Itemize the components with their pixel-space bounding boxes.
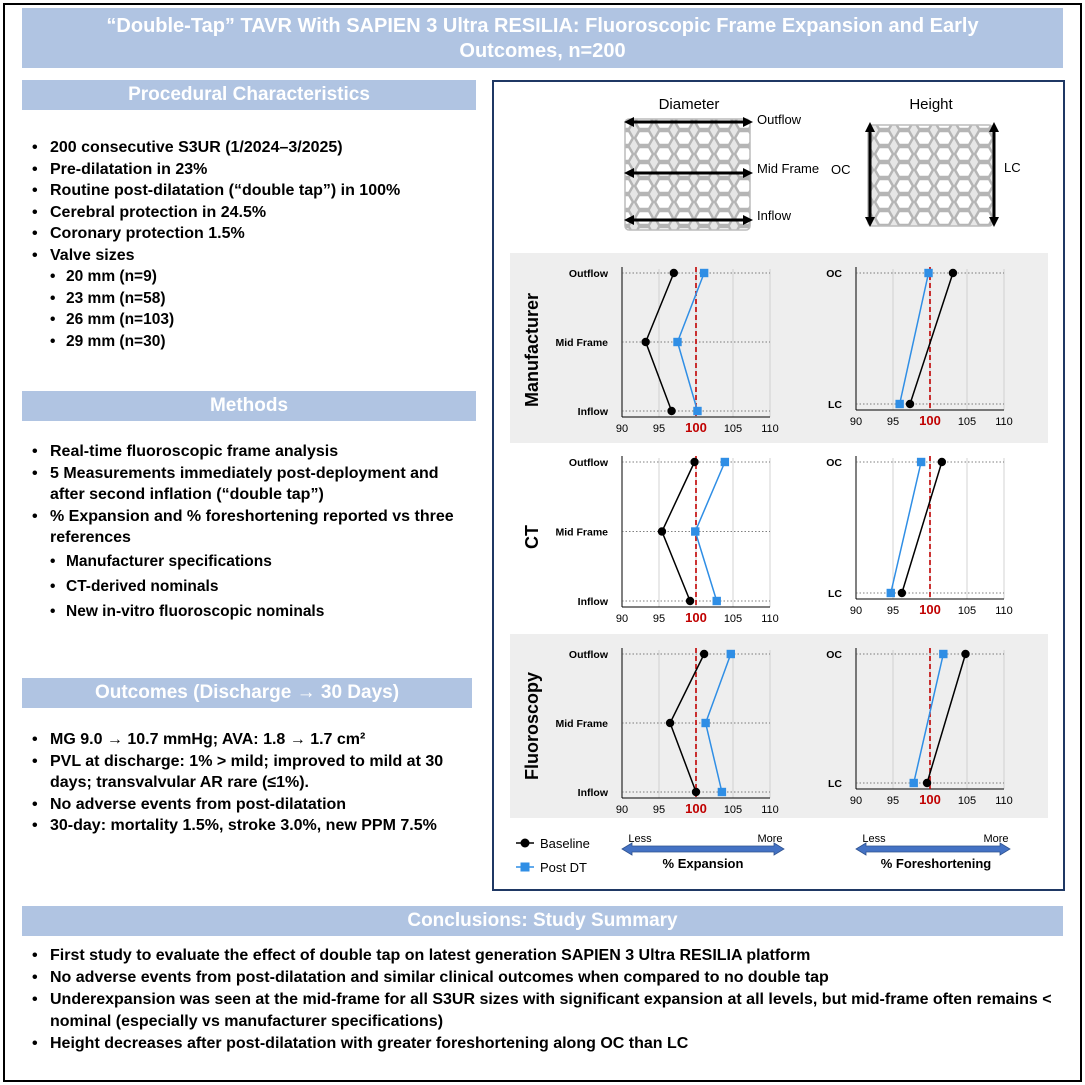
- list-item: • First study to evaluate the effect of double tap on latest generation SAPIEN 3 Ultra RESILIA platform: [28, 945, 1068, 967]
- chart-ct-expansion: [555, 456, 778, 625]
- category-label: LC: [828, 399, 842, 411]
- tick-label: 105: [723, 423, 743, 435]
- methods-header: Methods: [22, 391, 476, 421]
- post-dt-point: [939, 650, 947, 658]
- reference-tick-label: 100: [919, 413, 941, 428]
- list-item: • 30-day: mortality 1.5%, stroke 3.0%, new PPM 7.5%: [28, 815, 468, 837]
- post-dt-point: [895, 400, 903, 408]
- list-item: • Valve sizes: [28, 245, 478, 267]
- baseline-point: [938, 458, 946, 466]
- lc-label: LC: [1004, 160, 1021, 175]
- series-line-baseline: [902, 462, 942, 593]
- tick-label: 95: [886, 605, 900, 617]
- stent-frame-height: [868, 125, 993, 226]
- reference-tick-label: 100: [685, 610, 707, 625]
- post-dt-point: [700, 269, 708, 277]
- row-label-manufacturer: Manufacturer: [522, 292, 542, 408]
- baseline-point: [700, 650, 708, 658]
- category-label: Outflow: [568, 649, 608, 661]
- reference-item: • CT-derived nominals: [28, 574, 468, 599]
- series-line-post-dt: [891, 462, 921, 593]
- expansion-axis-label: % Expansion: [662, 856, 744, 871]
- baseline-point: [686, 597, 694, 605]
- list-item: • Coronary protection 1.5%: [28, 223, 478, 245]
- post-dt-point: [691, 527, 699, 535]
- diameter-diagram: [624, 96, 819, 230]
- category-label: Inflow: [577, 406, 608, 418]
- post-dt-point: [701, 719, 709, 727]
- baseline-point: [670, 269, 678, 277]
- mid-frame-label: Mid Frame: [757, 161, 820, 176]
- tick-label: 105: [723, 613, 743, 625]
- valve-size-item: • 23 mm (n=58): [28, 288, 478, 310]
- tick-label: 110: [995, 416, 1013, 428]
- tick-label: 95: [886, 795, 900, 807]
- category-label: Outflow: [568, 457, 608, 469]
- list-item: • Underexpansion was seen at the mid-frame for all S3UR sizes with significant expansion at all levels, but mid-frame often remains < nominal (especially vs manufacturer specifications): [28, 989, 1068, 1033]
- baseline-point: [949, 269, 957, 277]
- tick-label: 90: [849, 416, 863, 428]
- results-panel: [492, 80, 1065, 891]
- tick-label: 110: [761, 423, 779, 435]
- tick-label: 105: [957, 416, 977, 428]
- oc-label: OC: [831, 162, 851, 177]
- list-item: • PVL at discharge: 1% > mild; improved to mild at 30 days; transvalvular AR rare (≤1%).: [28, 751, 468, 794]
- tick-label: 95: [652, 613, 666, 625]
- reference-item: • New in-vitro fluoroscopic nominals: [28, 599, 468, 624]
- reference-tick-label: 100: [919, 792, 941, 807]
- expansion-more-label: More: [757, 833, 783, 845]
- tick-label: 90: [615, 613, 629, 625]
- height-label: Height: [909, 96, 953, 113]
- valve-size-item: • 29 mm (n=30): [28, 331, 478, 353]
- post-dt-point: [727, 650, 735, 658]
- post-dt-point: [910, 779, 918, 787]
- methods-list: [28, 441, 468, 624]
- tick-label: 90: [849, 605, 863, 617]
- category-label: LC: [828, 588, 842, 600]
- tick-label: 105: [723, 804, 743, 816]
- row-label-ct: CT: [522, 525, 542, 549]
- baseline-point: [692, 788, 700, 796]
- foreshortening-less-label: Less: [862, 833, 886, 845]
- category-label: Inflow: [577, 596, 608, 608]
- tick-label: 105: [957, 605, 977, 617]
- height-diagram: [831, 96, 1021, 227]
- list-item: • Cerebral protection in 24.5%: [28, 202, 478, 224]
- conclusions-header: Conclusions: Study Summary: [22, 906, 1063, 936]
- post-dt-point: [887, 589, 895, 597]
- reference-tick-label: 100: [685, 801, 707, 816]
- category-label: Outflow: [568, 268, 608, 280]
- category-label: OC: [826, 649, 842, 661]
- category-label: OC: [826, 268, 842, 280]
- post-dt-point: [693, 407, 701, 415]
- tick-label: 110: [761, 804, 779, 816]
- expansion-less-label: Less: [628, 833, 652, 845]
- post-dt-point: [718, 788, 726, 796]
- tick-label: 95: [886, 416, 900, 428]
- outflow-label: Outflow: [757, 112, 802, 127]
- procedural-header: Procedural Characteristics: [22, 80, 476, 110]
- results-figure: [494, 82, 1063, 889]
- baseline-point: [690, 458, 698, 466]
- baseline-point: [923, 779, 931, 787]
- baseline-point: [906, 400, 914, 408]
- baseline-point: [658, 527, 666, 535]
- baseline-point: [666, 719, 674, 727]
- reference-tick-label: 100: [685, 420, 707, 435]
- baseline-point: [961, 650, 969, 658]
- post-dt-point: [917, 458, 925, 466]
- procedural-list: [28, 137, 478, 352]
- post-dt-point: [721, 458, 729, 466]
- foreshortening-scale: [856, 833, 1010, 871]
- diameter-label: Diameter: [658, 96, 720, 113]
- outcomes-header: Outcomes (Discharge → 30 Days): [22, 678, 472, 708]
- list-item: • 200 consecutive S3UR (1/2024–3/2025): [28, 137, 478, 159]
- legend-postdt-marker: [521, 863, 530, 872]
- foreshortening-axis-label: % Foreshortening: [880, 856, 992, 871]
- expansion-scale: [622, 833, 784, 871]
- tick-label: 110: [761, 613, 779, 625]
- list-item: • No adverse events from post-dilatation: [28, 794, 468, 816]
- tick-label: 90: [615, 804, 629, 816]
- outcomes-list: [28, 729, 468, 837]
- tick-label: 110: [995, 605, 1013, 617]
- conclusions-list: [28, 945, 1068, 1055]
- list-item: • 5 Measurements immediately post-deployment and after second inflation (“double tap”): [28, 463, 468, 506]
- baseline-point: [641, 338, 649, 346]
- foreshortening-more-label: More: [983, 833, 1009, 845]
- valve-size-item: • 26 mm (n=103): [28, 309, 478, 331]
- category-label: Mid Frame: [555, 526, 608, 539]
- tick-label: 105: [957, 795, 977, 807]
- tick-label: 90: [615, 423, 629, 435]
- category-label: Mid Frame: [555, 718, 608, 730]
- category-label: LC: [828, 778, 842, 790]
- tick-label: 90: [849, 795, 863, 807]
- post-dt-point: [924, 269, 932, 277]
- baseline-point: [898, 589, 906, 597]
- title-banner: [22, 8, 1063, 68]
- list-item: • % Expansion and % foreshortening reported vs three references: [28, 506, 468, 549]
- category-label: Mid Frame: [555, 337, 608, 349]
- legend-baseline-label: Baseline: [540, 836, 590, 851]
- list-item: • Height decreases after post-dilatation with greater foreshortening along OC than LC: [28, 1033, 1068, 1055]
- title-line-2: Outcomes, n=200: [459, 40, 626, 62]
- list-item: • Pre-dilatation in 23%: [28, 159, 478, 181]
- chart-ct-foreshortening: [826, 456, 1013, 617]
- reference-tick-label: 100: [919, 602, 941, 617]
- valve-size-item: • 20 mm (n=9): [28, 266, 478, 288]
- title-line-1: “Double-Tap” TAVR With SAPIEN 3 Ultra RESILIA: Fluoroscopic Frame Expansion and Early: [106, 15, 979, 37]
- list-item: • Real-time fluoroscopic frame analysis: [28, 441, 468, 463]
- post-dt-point: [713, 597, 721, 605]
- category-label: Inflow: [577, 787, 608, 799]
- category-label: OC: [826, 457, 842, 469]
- list-item: • No adverse events from post-dilatation and similar clinical outcomes when compared to no double tap: [28, 967, 1068, 989]
- tick-label: 95: [652, 423, 666, 435]
- post-dt-point: [673, 338, 681, 346]
- baseline-point: [667, 407, 675, 415]
- legend-postdt-label: Post DT: [540, 860, 587, 875]
- row-label-fluoroscopy: Fluoroscopy: [522, 671, 542, 781]
- reference-item: • Manufacturer specifications: [28, 549, 468, 574]
- legend-baseline-marker: [521, 839, 530, 848]
- tick-label: 95: [652, 804, 666, 816]
- list-item: • Routine post-dilatation (“double tap”) in 100%: [28, 180, 478, 202]
- legend: [516, 836, 590, 875]
- tick-label: 110: [995, 795, 1013, 807]
- list-item: • MG 9.0 → 10.7 mmHg; AVA: 1.8 → 1.7 cm²: [28, 729, 468, 751]
- inflow-label: Inflow: [757, 208, 791, 223]
